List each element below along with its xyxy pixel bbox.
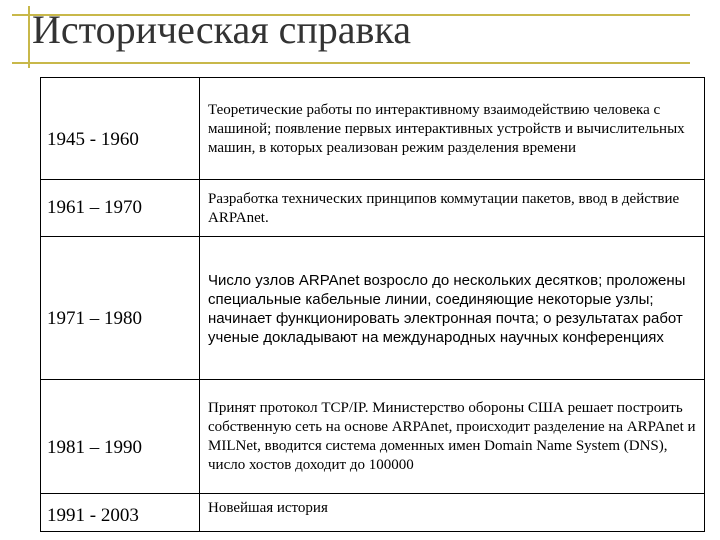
period-cell: 1991 - 2003 [41, 494, 200, 532]
frame-left-line [28, 6, 30, 68]
description-cell: Принят протокол TCP/IP. Министерство обороны США решает построить собственную сеть на основе ARPAnet, происходит разделение на ARPAnet и MILNet, вводится система доменных имен Domain Name System (DNS), число хостов доходит до 100000 [200, 380, 705, 494]
description-cell: Разработка технических принципов коммутации пакетов, ввод в действие ARPAnet. [200, 180, 705, 237]
period-cell: 1981 – 1990 [41, 380, 200, 494]
description-cell: Число узлов ARPAnet возросло до нескольких десятков; проложены специальные кабельные линии, соединяющие некоторые узлы; начинает функционировать электронная почта; о результатах работ ученые докладывают на международных научных конференциях [200, 237, 705, 380]
frame-bottom-line [12, 62, 690, 64]
history-table [40, 77, 705, 532]
description-cell: Теоретические работы по интерактивному взаимодействию человека с машиной; появление первых интерактивных устройств и вычислительных машин, в которых реализован режим разделения времени [200, 78, 705, 180]
description-cell: Новейшая история [200, 494, 705, 532]
table-row [41, 78, 705, 180]
table-row [41, 494, 705, 532]
table-row [41, 237, 705, 380]
period-cell: 1971 – 1980 [41, 237, 200, 380]
period-cell: 1961 – 1970 [41, 180, 200, 237]
table-row [41, 380, 705, 494]
period-cell: 1945 - 1960 [41, 78, 200, 180]
slide-title: Историческая справка [32, 7, 411, 52]
table-row [41, 180, 705, 237]
